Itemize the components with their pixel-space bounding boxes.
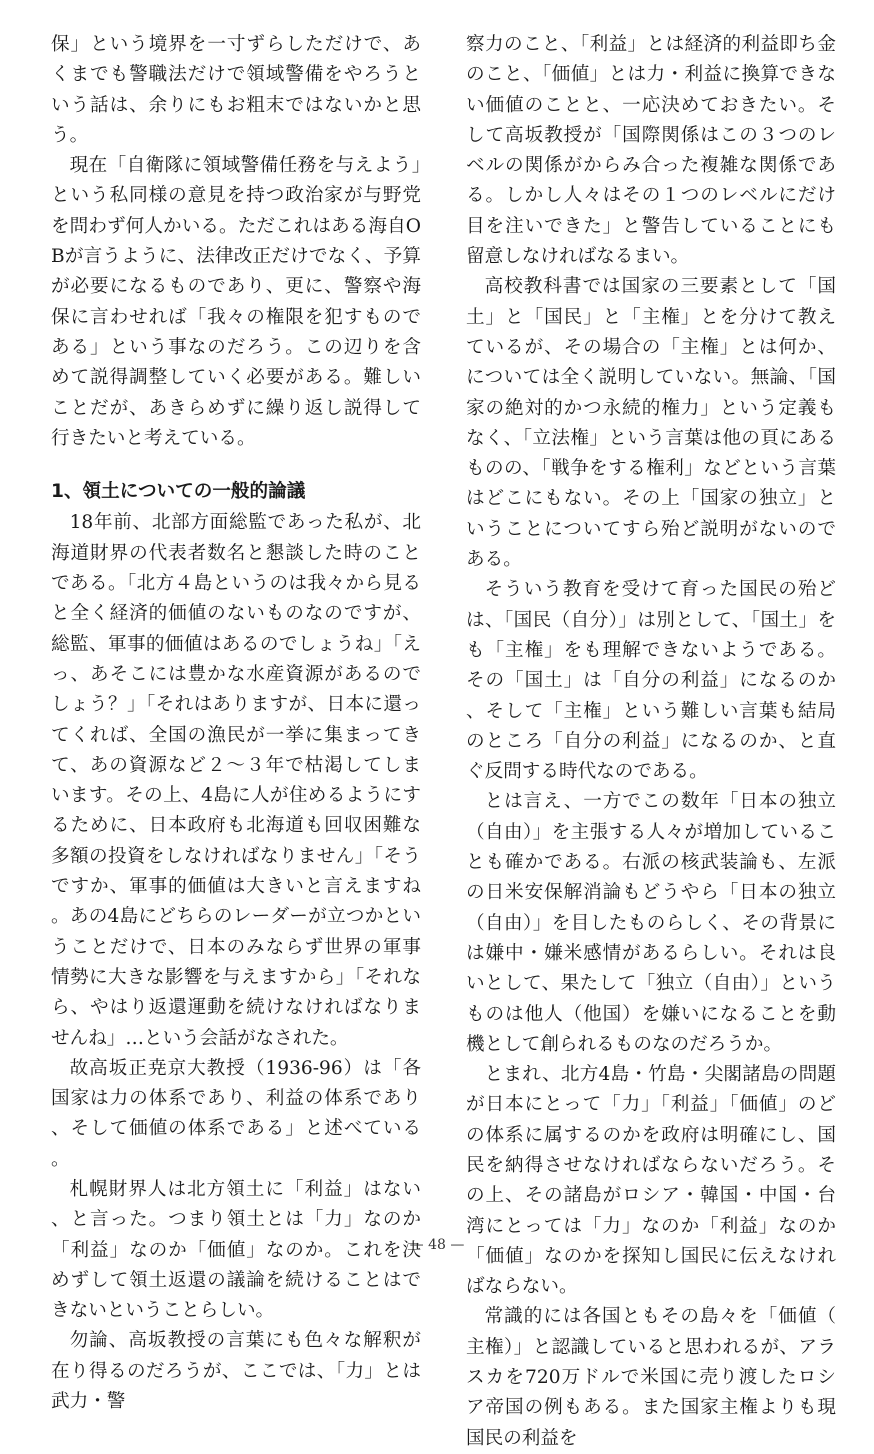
paragraph: とまれ、北方4島・竹島・尖閣諸島の問題が日本にとって「力」「利益」「価値」のどの体系に属するのかを政府は明確にし、国民を納得させなければならないだろう。その上、その諸島がロシア・韓国・中国・台湾にとっては「力」なのか「利益」なのか「価値」なのかを探知し国民に伝えなければならない。 <box>466 1064 836 1298</box>
page-number: — 48 — <box>409 1237 465 1253</box>
paragraph: 勿論、高坂教授の言葉にも色々な解釈が在り得るのだろうが、ここでは、「力」とは武力・警 <box>51 1330 421 1413</box>
paragraph: 高校教科書では国家の三要素として「国土」と「国民」と「主権」とを分けて教えているが、その場合の「主権」とは何か、については全く説明していない。無論、「国家の絶対的かつ永続的権力」という定義もなく、「立法権」という言葉は他の頁にあるものの、「戦争をする権利」などという言葉はどこにもない。その上「国家の独立」ということについてすら殆ど説明がないのである。 <box>466 276 836 571</box>
paragraph: 常識的には各国ともその島々を「価値（主権）」と認識していると思われるが、アラスカを720万ドルで米国に売り渡したロシア帝国の例もある。また国家主権よりも現国民の利益を <box>466 1306 836 1449</box>
left-column <box>51 30 421 1417</box>
section-heading: 1、領土についての一般的論議 <box>51 481 306 503</box>
paragraph: そういう教育を受けて育った国民の殆どは、「国民（自分）」は別として、「国土」をも「主権」をも理解できないようである。その「国土」は「自分の利益」になるのか、そして「主権」という難しい言葉も結局のところ「自分の利益」になるのか、と直ぐ反問する時代なのである。 <box>466 579 836 783</box>
paragraph: 札幌財界人は北方領土に「利益」はない、と言った。つまり領土とは「力」なのか「利益」なのか「価値」なのか。これを決めずして領土返還の議論を続けることはできないということらしい。 <box>51 1178 421 1322</box>
paragraph: 保」という境界を一寸ずらしただけで、あくまでも警職法だけで領域警備をやろうという話は、余りにもお粗末ではないかと思う。 <box>51 34 421 146</box>
paragraph: 察力のこと、「利益」とは経済的利益即ち金のこと、「価値」とは力・利益に換算できない価値のことと、一応決めておきたい。そして高坂教授が「国際関係はこの３つのレベルの関係がからみ合った複雑な関係である。しかし人々はその１つのレベルにだけ目を注いできた」と警告していることにも留意しなければなるまい。 <box>466 34 836 268</box>
paragraph: とは言え、一方でこの数年「日本の独立（自由）」を主張する人々が増加していることも確かである。右派の核武装論も、左派の日米安保解消論もどうやら「日本の独立（自由）」を目したものらしく、その背景には嫌中・嫌米感情があるらしい。それは良いとして、果たして「独立（自由）」というものは他人（他国）を嫌いになることを動機として創られるものなのだろうか。 <box>466 791 836 1055</box>
paragraph: 現在「自衛隊に領域警備任務を与えよう」という私同様の意見を持つ政治家が与野党を問わず何人かいる。ただこれはある海自OBが言うように、法律改正だけでなく、予算が必要になるものであり、更に、警察や海保に言わせれば「我々の権限を犯すものである」という事なのだろう。この辺りを含めて説得調整していく必要がある。難しいことだが、あきらめずに繰り返し説得して行きたいと考えている。 <box>51 155 421 449</box>
paragraph: 18年前、北部方面総監であった私が、北海道財界の代表者数名と懇談した時のことである。「北方４島というのは我々から見ると全く経済的価値のないものなのですが、総監、軍事的価値はあるのでしょうね」「えっ、あそこには豊かな水産資源があるのでしょう？」「それはありますが、日本に還ってくれば、全国の漁民が一挙に集まってきて、あの資源など２〜３年で枯渇してしまいます。その上、4島に人が住めるようにするために、日本政府も北海道も回収困難な多額の投資をしなければなりません」「そうですか、軍事的価値は大きいと言えますね。あの4島にどちらのレーダーが立つかということだけで、日本のみならず世界の軍事情勢に大きな影響を与えますから」「それなら、やはり返還運動を続けなければなりませんね」…という会話がなされた。 <box>51 512 421 1049</box>
paragraph: 故高坂正尭京大教授（1936-96）は「各国家は力の体系であり、利益の体系であり、そして価値の体系である」と述べている。 <box>51 1057 421 1170</box>
